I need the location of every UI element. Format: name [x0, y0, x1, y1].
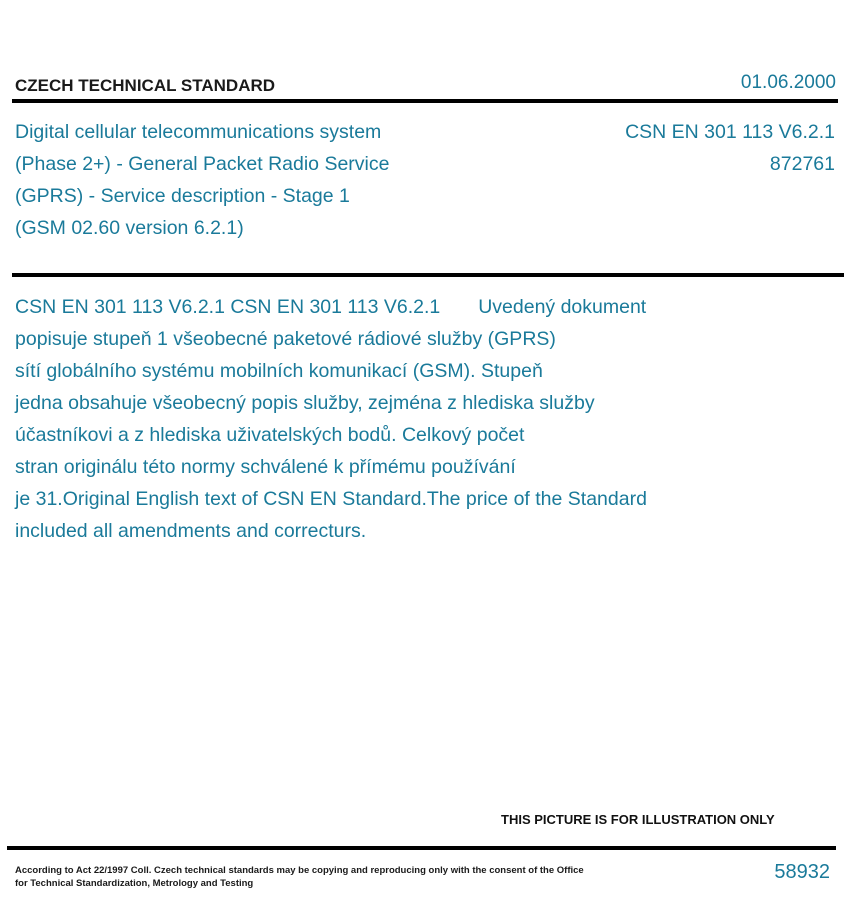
publication-date: 01.06.2000: [740, 72, 836, 93]
description-line: jedna obsahuje všeobecný popis služby, zejména z hlediska služby: [15, 392, 595, 414]
description-line: účastníkovi a z hlediska uživatelských bodů. Celkový počet: [15, 424, 525, 446]
title-line: (GPRS) - Service description - Stage 1: [15, 185, 350, 207]
legal-notice-line: According to Act 22/1997 Coll. Czech technical standards may be copying and reproducing only with the consent of the Office: [15, 865, 584, 876]
description-line: je 31.Original English text of CSN EN Standard.The price of the Standard: [15, 488, 647, 510]
catalog-number: 872761: [769, 153, 835, 175]
footer-divider: [7, 846, 836, 850]
document-type-label: CZECH TECHNICAL STANDARD: [15, 76, 276, 95]
description-line: included all amendments and correcturs.: [15, 520, 367, 542]
description-line: sítí globálního systému mobilních komunikací (GSM). Stupeň: [15, 360, 543, 382]
title-line: (Phase 2+) - General Packet Radio Service: [15, 153, 390, 175]
legal-notice-line: for Technical Standardization, Metrology and Testing: [15, 878, 254, 889]
description-line: stran originálu této normy schválené k přímému používání: [15, 456, 516, 478]
title-line: (GSM 02.60 version 6.2.1): [15, 217, 244, 239]
standard-codes: [625, 116, 835, 180]
document-id-number: 58932: [774, 861, 830, 883]
standard-number: CSN EN 301 113 V6.2.1: [625, 121, 835, 143]
header-divider: [12, 99, 838, 103]
title-line: Digital cellular telecommunications system: [15, 121, 382, 143]
legal-notice: [15, 864, 584, 890]
standard-description: [15, 291, 647, 547]
title-divider: [12, 273, 844, 277]
description-line: CSN EN 301 113 V6.2.1 CSN EN 301 113 V6.2.1 Uvedený dokument: [15, 296, 647, 318]
standard-title: [15, 116, 495, 244]
illustration-disclaimer: THIS PICTURE IS FOR ILLUSTRATION ONLY: [501, 812, 775, 827]
description-line: popisuje stupeň 1 všeobecné paketové rádiové služby (GPRS): [15, 328, 556, 350]
